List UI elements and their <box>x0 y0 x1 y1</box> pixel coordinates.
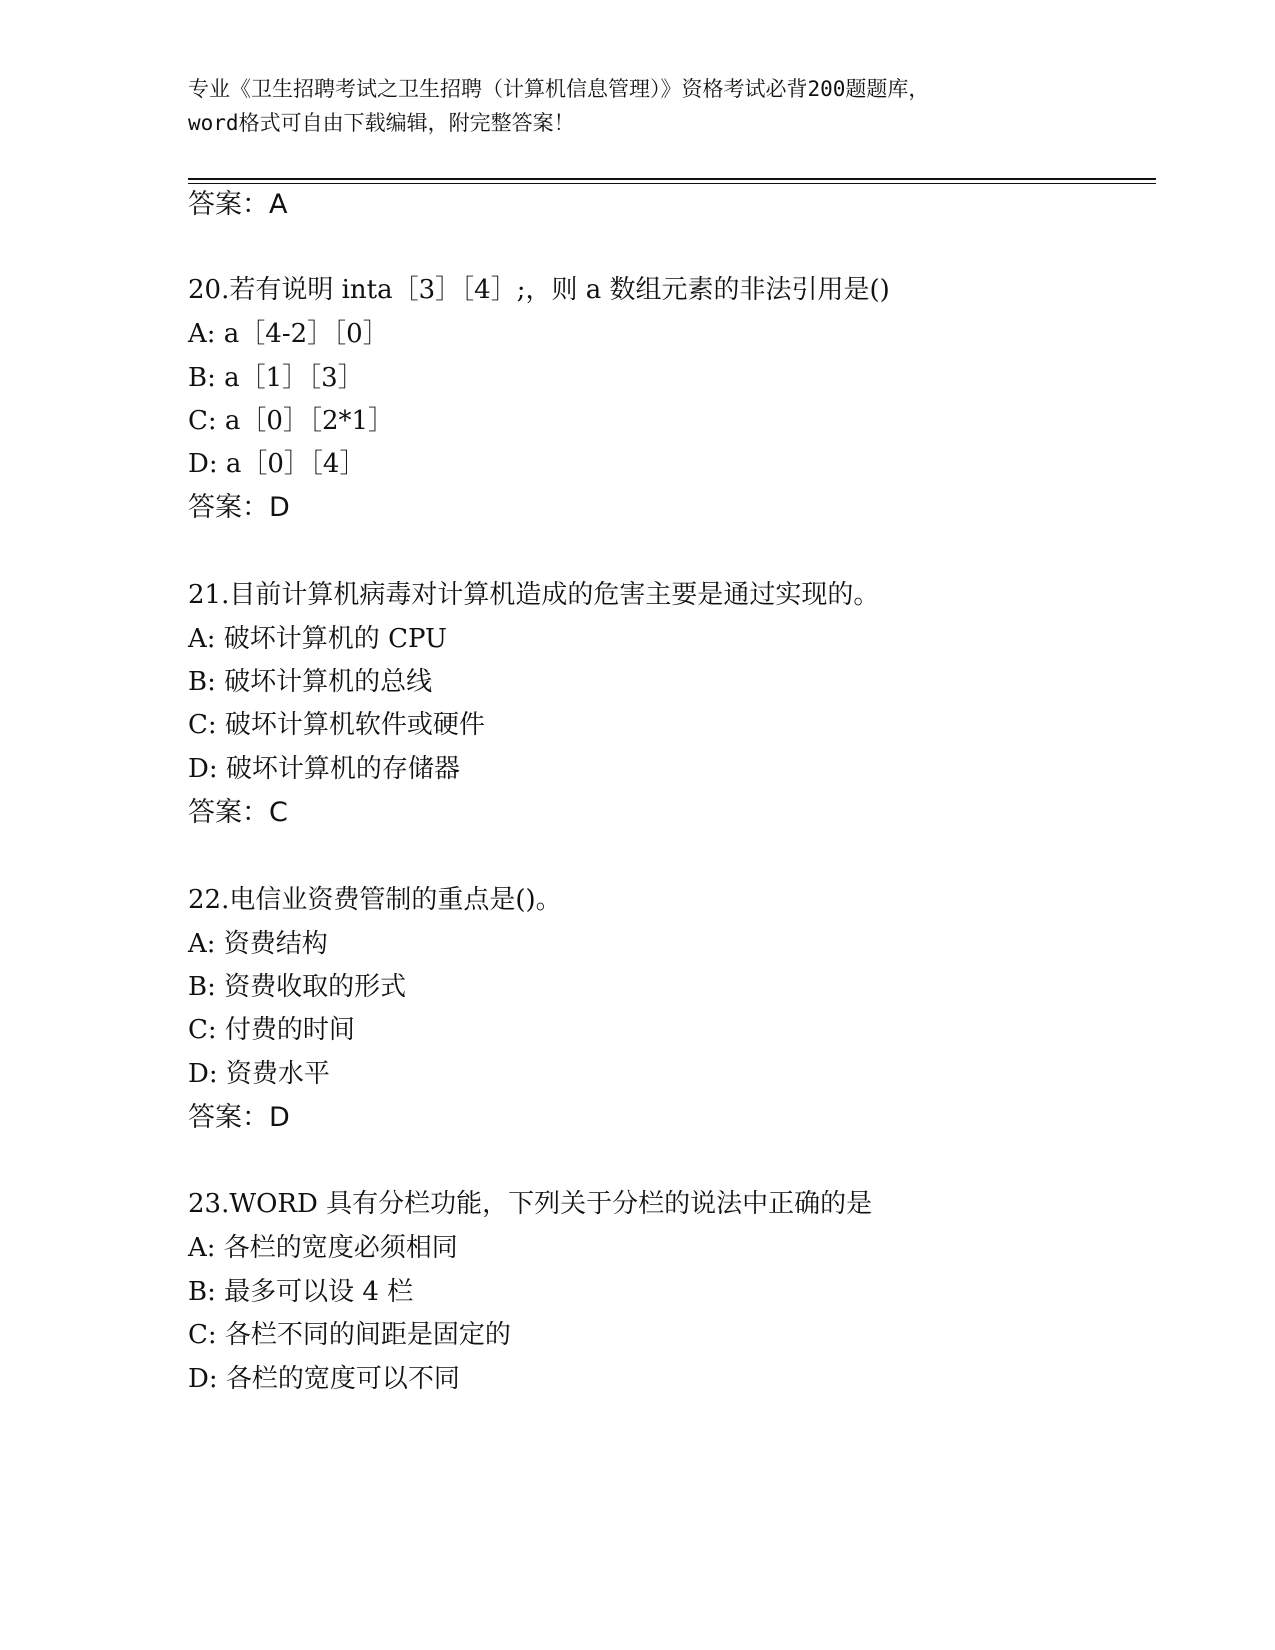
question-23-option-d: D: 各栏的宽度可以不同 <box>188 1364 460 1394</box>
question-22-option-a: A: 资费结构 <box>188 929 328 959</box>
previous-answer: 答案：A <box>188 189 288 220</box>
header-line-1: 专业《卫生招聘考试之卫生招聘（计算机信息管理）》资格考试必背200题题库， <box>188 77 930 101</box>
document-header <box>188 72 1088 140</box>
question-20-option-c: C: a［0］［2*1］ <box>188 406 395 436</box>
question-21-option-c: C: 破坏计算机软件或硬件 <box>188 710 485 740</box>
header-rule-thick <box>188 178 1156 180</box>
question-23-stem: 23.WORD 具有分栏功能，下列关于分栏的说法中正确的是 <box>188 1189 873 1219</box>
question-20-option-d: D: a［0］［4］ <box>188 449 366 479</box>
question-20-option-a: A: a［4-2］［0］ <box>188 319 389 349</box>
question-20-stem: 20.若有说明 inta［3］［4］;，则 a 数组元素的非法引用是() <box>188 275 890 305</box>
question-22-option-d: D: 资费水平 <box>188 1059 330 1089</box>
question-21-option-a: A: 破坏计算机的 CPU <box>188 624 447 654</box>
question-23-option-b: B: 最多可以设 4 栏 <box>188 1277 414 1307</box>
question-21-answer: 答案：C <box>188 797 288 828</box>
question-22-answer: 答案：D <box>188 1102 290 1133</box>
question-20-option-b: B: a［1］［3］ <box>188 363 364 393</box>
question-21-option-d: D: 破坏计算机的存储器 <box>188 754 460 784</box>
header-rule-thin <box>188 183 1156 184</box>
question-22-stem: 22.电信业资费管制的重点是()。 <box>188 885 562 915</box>
question-22-option-c: C: 付费的时间 <box>188 1015 355 1045</box>
question-23-option-a: A: 各栏的宽度必须相同 <box>188 1233 458 1263</box>
question-23-option-c: C: 各栏不同的间距是固定的 <box>188 1320 511 1350</box>
question-21-stem: 21.目前计算机病毒对计算机造成的危害主要是通过实现的。 <box>188 580 880 610</box>
header-line-2: word格式可自由下载编辑，附完整答案！ <box>188 111 575 135</box>
question-22-option-b: B: 资费收取的形式 <box>188 972 407 1002</box>
question-21-option-b: B: 破坏计算机的总线 <box>188 667 433 697</box>
question-20-answer: 答案：D <box>188 492 290 523</box>
